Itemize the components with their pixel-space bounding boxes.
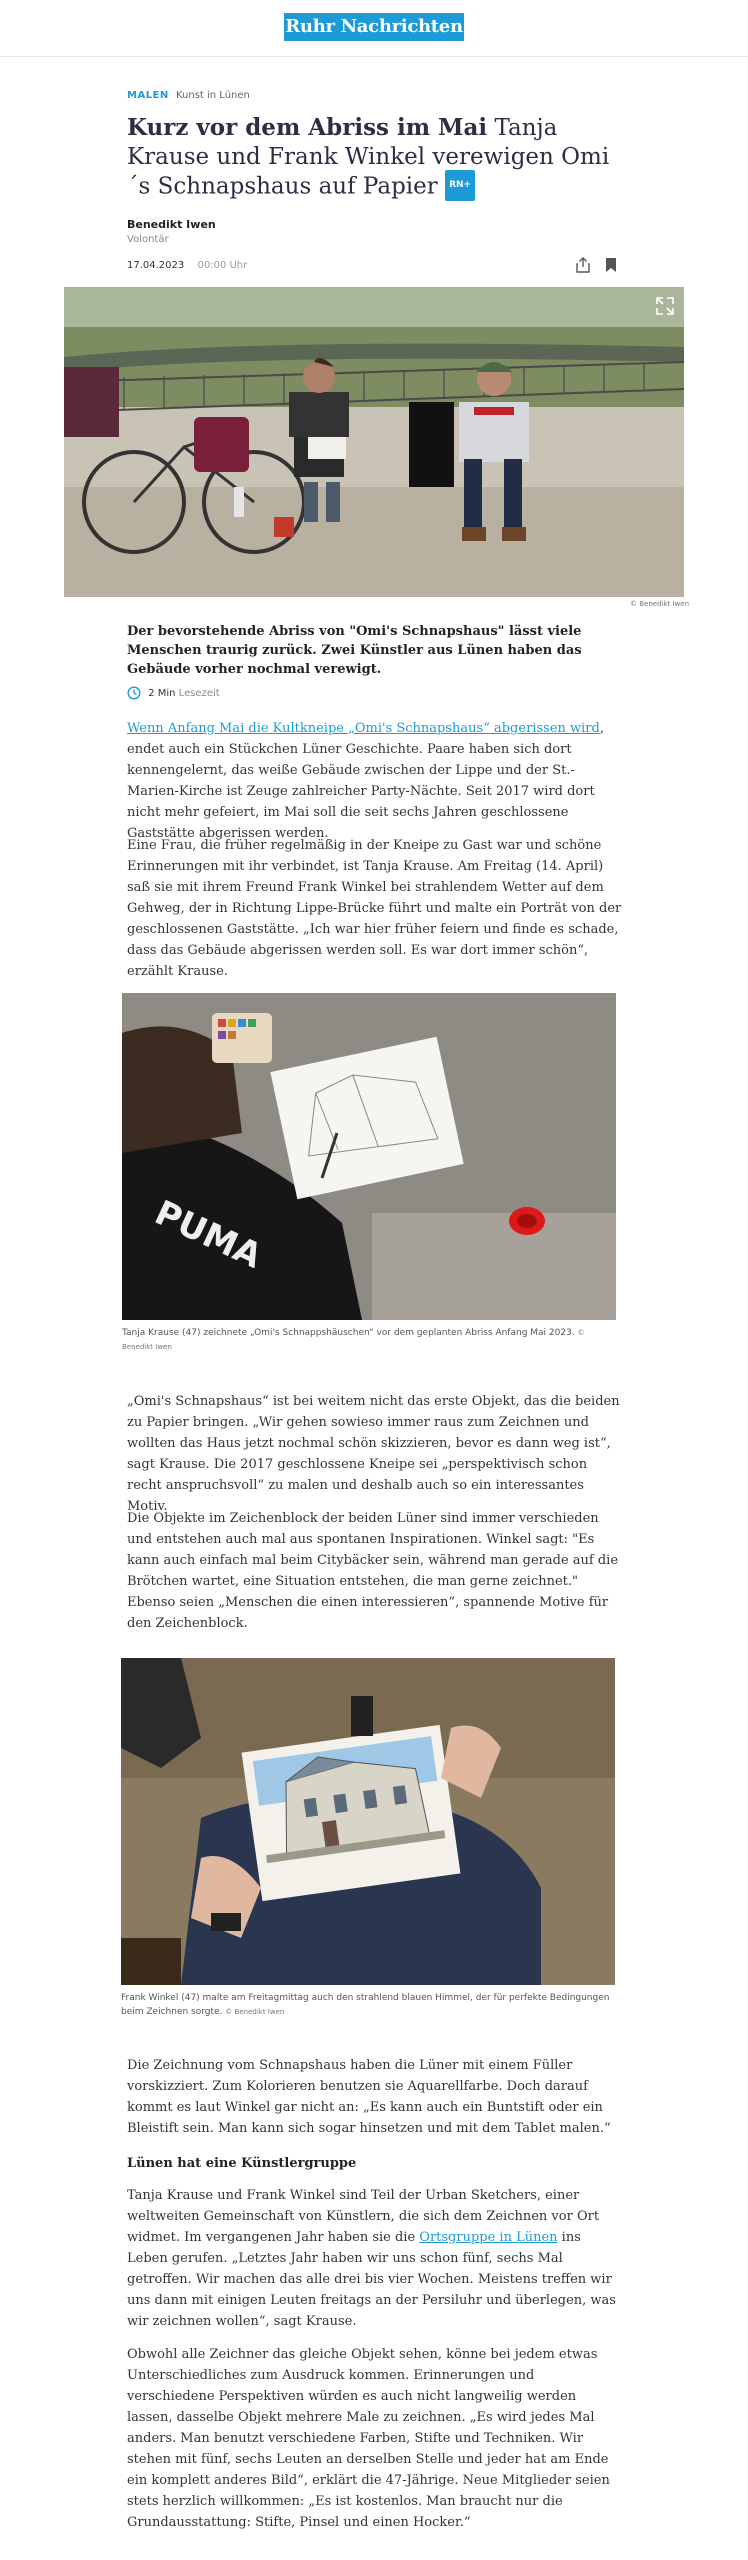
site-header (0, 0, 748, 57)
image-2-credit: © Benedikt Iwen (225, 2008, 285, 2016)
paragraph-6-text-a: Tanja Krause und Frank Winkel sind Teil der Urban Sketchers, einer weltweiten Gemeinschaft von Künstlern, die sich dem Zeichnen vor Ort widmet. Im vergangenen Jahr haben sie die (127, 2188, 600, 2245)
paragraph-6-text-b: ins Leben gerufen. „Letztes Jahr haben wir uns schon fünf, sechs Mal getroffen. Wir machen das alle drei bis vier Wochen. Meistens treffen wir uns dann mit einigen Leuten freitags an der Persiluhr und überlegen, was wir zeichnen wollen“, sagt Krause. (127, 2230, 616, 2329)
paragraph-6 (127, 2185, 622, 2332)
paragraph-3: „Omi's Schnapshaus“ ist bei weitem nicht das erste Objekt, das die beiden zu Papier bringen. „Wir gehen sowieso immer raus zum Zeichnen und wollten das Haus jetzt nochmal schön skizzieren, bevor es dann weg ist“, sagt Krause. Die 2017 geschlossene Kneipe sei „perspektivisch schon recht anspruchsvoll“ zu malen und deshalb auch so ein interessantes Motiv. (127, 1394, 620, 1514)
paragraph-1-text: , endet auch ein Stückchen Lüner Geschichte. Paare haben sich dort kennengelernt, das weiße Gebäude zwischen der Lippe und der St.-Marien-Kirche ist Zeuge zahlreicher Party-Nächte. Seit 2017 wird dort nicht mehr gefeiert, im Mai soll die seit sechs Jahren geschlossene Gaststätte abgerissen werden. (127, 721, 604, 841)
headline-rest: Tanja Krause und Frank Winkel verewigen Omi´s Schnapshaus auf Papier (127, 115, 610, 200)
hero-credit: © Benedikt Iwen (630, 600, 690, 608)
section-subheading: Lünen hat eine Künstlergruppe (127, 2156, 357, 2171)
reading-time (127, 686, 220, 700)
readtime-value: 2 Min (148, 688, 176, 699)
hero-photo (64, 287, 684, 597)
date-value: 17.04.2023 (127, 260, 185, 271)
time-value: 00:00 Uhr (197, 260, 248, 271)
paragraph-2: Eine Frau, die früher regelmäßig in der Kneipe zu Gast war und schöne Erinnerungen mit ihr verbindet, ist Tanja Krause. Am Freitag (14. April) saß sie mit ihrem Freund Frank Winkel bei strahlendem Wetter auf dem Gehweg, der in Richtung Lippe-Brücke führt und malte ein Porträt von der geschlossenen Gaststätte. „Ich war hier früher feiern und finde es schade, dass das Gebäude abgerissen werden soll. Es war dort immer schön“, erzählt Krause. (127, 838, 622, 979)
paragraph-7: Obwohl alle Zeichner das gleiche Objekt sehen, könne bei jedem etwas Unterschiedliches zum Ausdruck kommen. Erinnerungen und verschiedene Perspektiven würden es auch nicht langweilig werden lassen, dasselbe Objekt mehrere Male zu zeichnen. „Es wird jedes Mal anders. Man benutzt verschiedene Farben, Stifte und Techniken. Wir stehen mit fünf, sechs Leuten an derselben Stelle und jeder hat am Ende ein komplett anderes Bild“, erklärt die 47-Jährige. Neue Mitglieder seien stets herzlich willkommen: „Es ist kostenlos. Man braucht nur die Grundausstattung: Stifte, Pinsel und einen Hocker.“ (127, 2347, 610, 2530)
expand-icon[interactable] (654, 295, 676, 317)
article-image-2[interactable] (121, 1658, 615, 1985)
image-1-credit: © Benedikt Iwen (122, 1329, 585, 1351)
publish-date (127, 260, 247, 271)
article-headline (127, 113, 617, 203)
article-lead: Der bevorstehende Abriss von "Omi's Schnapshaus" lässt viele Menschen traurig zurück. Zwei Künstler aus Lünen haben das Gebäude vorher nochmal verewigt. (127, 624, 582, 677)
paragraph-5: Die Zeichnung vom Schnapshaus haben die Lüner mit einem Füller vorskizziert. Zum Kolorieren benutzen sie Aquarellfarbe. Doch darauf kommt es laut Winkel gar nicht an: „Es kann auch ein Buntstift oder ein Bleistift sein. Man kann sich sogar hinsetzen und mit dem Tablet malen.“ (127, 2058, 611, 2136)
paragraph-1 (127, 718, 622, 844)
image-1-caption-text: Tanja Krause (47) zeichnete „Omi's Schnappshäuschen“ vor dem geplanten Abriss Anfang Mai 2023. (122, 1328, 575, 1338)
article-link-omis[interactable]: Wenn Anfang Mai die Kultkneipe „Omi's Schnapshaus“ abgerissen wird (127, 721, 600, 736)
image-1-caption (122, 1326, 616, 1354)
clock-icon (127, 686, 141, 700)
author-name[interactable]: Benedikt Iwen (127, 218, 216, 231)
headline-strong: Kurz vor dem Abriss im Mai (127, 114, 488, 141)
image-2-caption-text: Frank Winkel (47) malte am Freitagmittag auch den strahlend blauen Himmel, der für perfekte Bedingungen beim Zeichnen sorgte. (121, 1993, 610, 2017)
plus-badge: RN+ (445, 170, 475, 201)
kicker-text: Kunst in Lünen (175, 90, 250, 101)
kicker-tag[interactable]: MALEN (127, 90, 169, 101)
bookmark-icon[interactable] (602, 256, 620, 274)
site-logo[interactable]: Ruhr Nachrichten (284, 13, 464, 41)
ortsgruppe-link[interactable]: Ortsgruppe in Lünen (419, 2230, 558, 2245)
article-kicker (127, 90, 617, 101)
share-icon[interactable] (574, 256, 592, 274)
article-photo-2 (121, 1658, 615, 1985)
svg-text:PUMA: PUMA (148, 1192, 268, 1277)
image-2-caption (121, 1991, 615, 2019)
readtime-label: Lesezeit (178, 688, 220, 699)
article-image-1[interactable] (122, 993, 616, 1320)
article-photo-1 (122, 993, 616, 1320)
hero-image[interactable] (64, 287, 684, 597)
author-role: Volontär (127, 234, 169, 245)
paragraph-4: Die Objekte im Zeichenblock der beiden Lüner sind immer verschieden und entstehen auch mal aus spontanen Inspirationen. Winkel sagt: "Es kann auch einfach mal beim Citybäcker sein, während man gerade auf die Brötchen wartet, eine Situation entstehen, die man gerne zeichnet." Ebenso seien „Menschen die einen interessieren“, spannende Motive für den Zeichenblock. (127, 1511, 619, 1631)
author-block (127, 218, 617, 245)
